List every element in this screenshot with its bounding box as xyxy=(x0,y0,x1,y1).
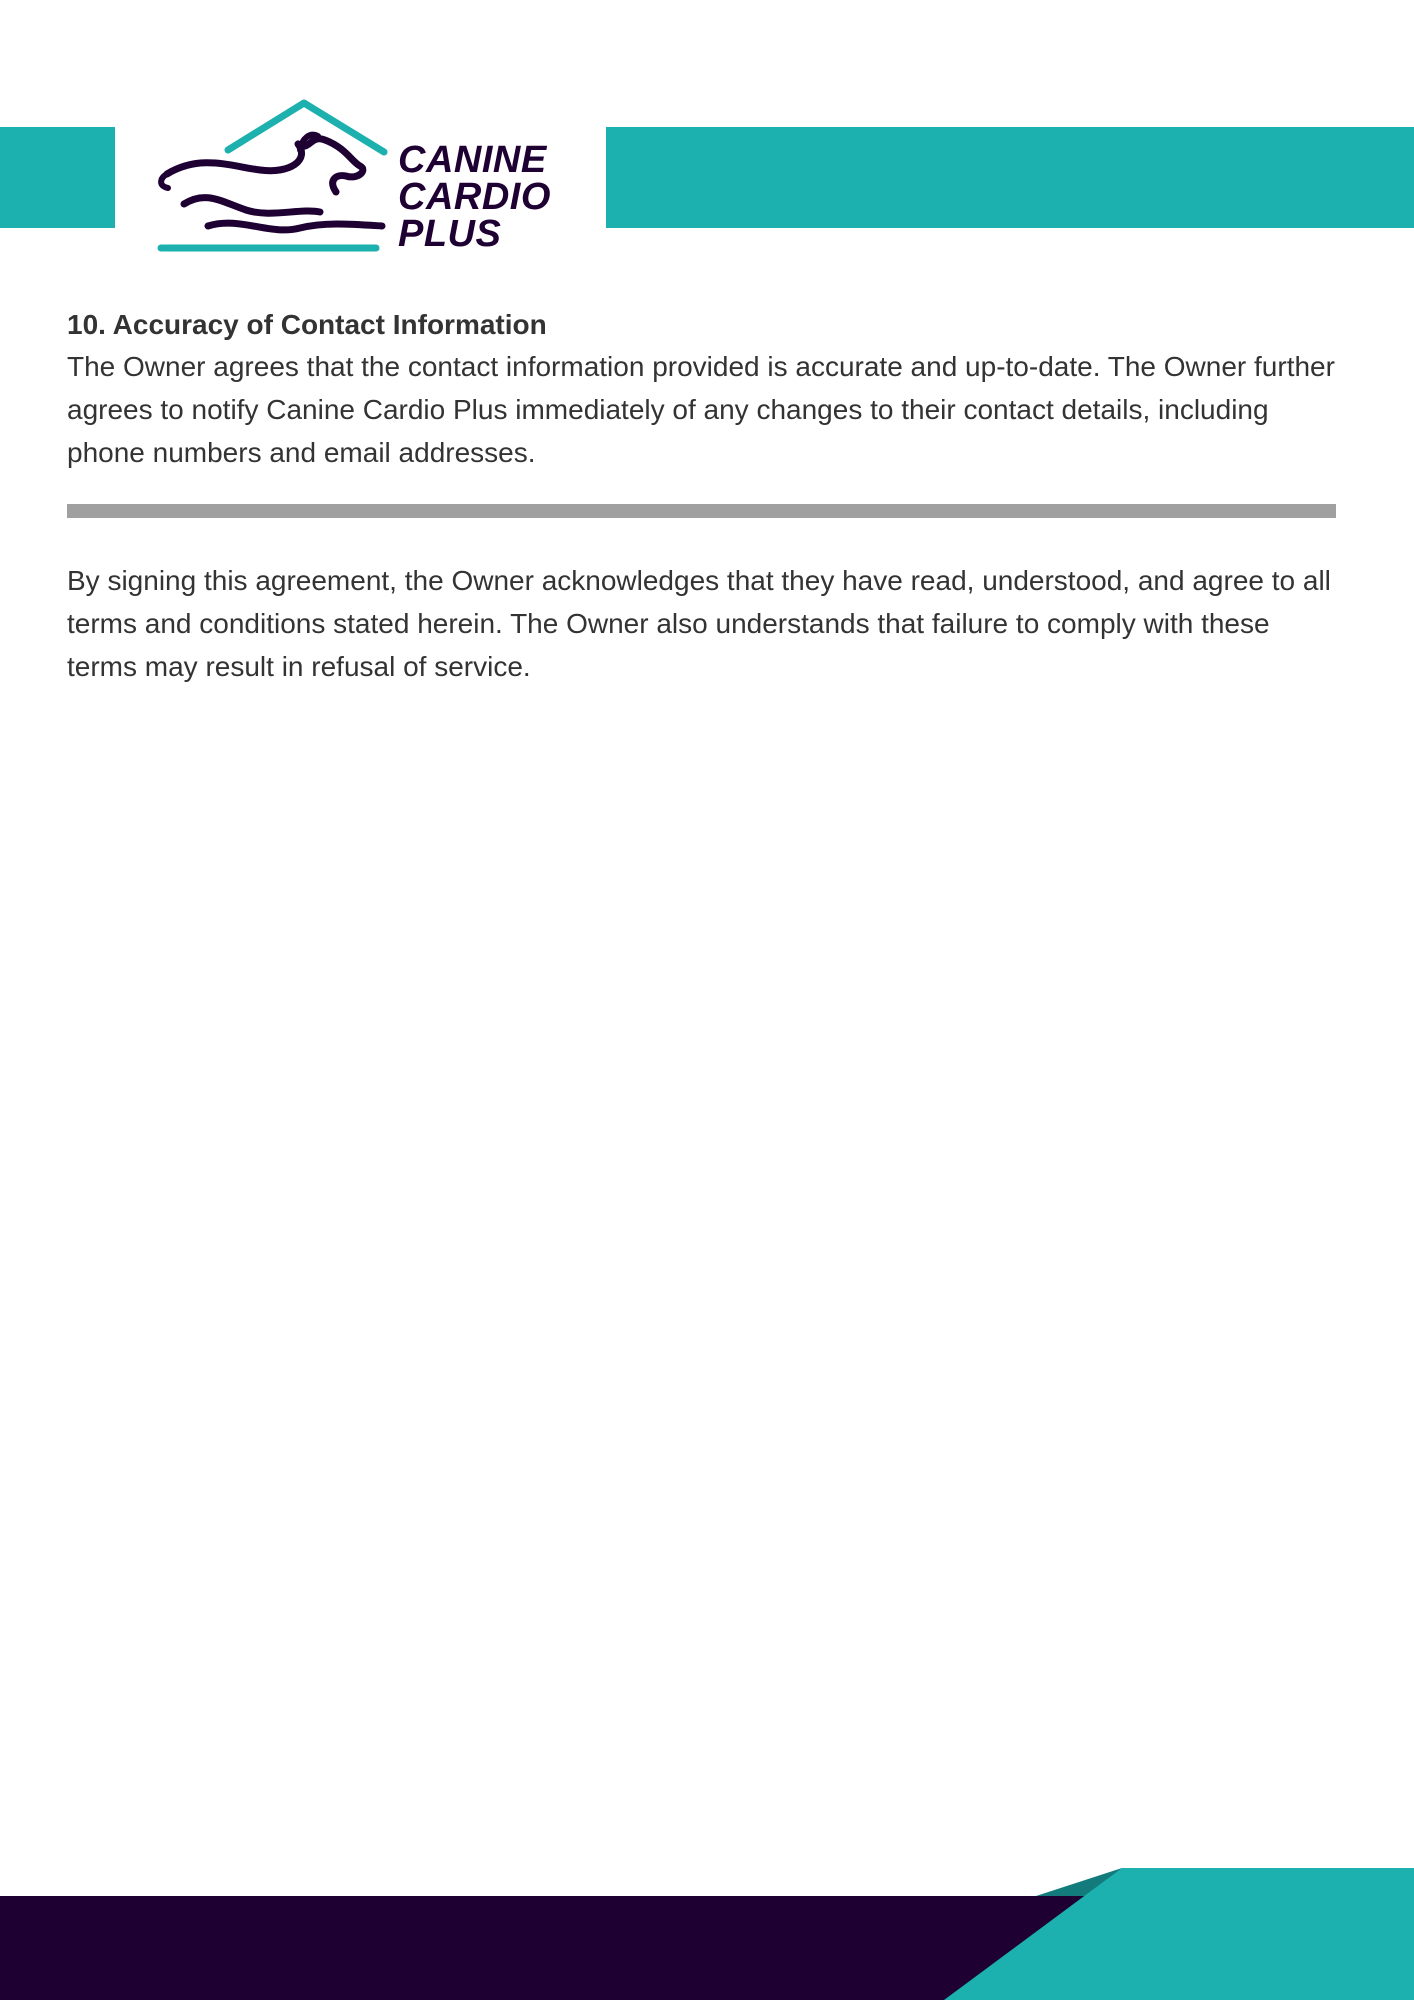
brand-logo xyxy=(150,96,570,266)
brand-line-2: CARDIO xyxy=(398,176,551,218)
section-accuracy xyxy=(67,305,1347,474)
header-band-left xyxy=(0,127,115,228)
header-band-right xyxy=(606,127,1414,228)
brand-wordmark xyxy=(398,139,551,255)
dog-house-logo-icon xyxy=(150,96,390,266)
section-divider xyxy=(67,504,1336,518)
footer-decoration xyxy=(0,1860,1414,2000)
closing-statement: By signing this agreement, the Owner acknowledges that they have read, understood, and agree to all terms and conditions stated herein. The Owner also understands that failure to comply with these terms may result in refusal of service. xyxy=(67,565,1331,682)
section-heading: 10. Accuracy of Contact Information xyxy=(67,309,547,340)
section-body: The Owner agrees that the contact information provided is accurate and up-to-date. The Owner further agrees to notify Canine Cardio Plus immediately of any changes to their contact details, including phone numbers and email addresses. xyxy=(67,351,1335,468)
brand-line-3: PLUS xyxy=(398,213,502,255)
brand-line-1: CANINE xyxy=(398,139,547,181)
